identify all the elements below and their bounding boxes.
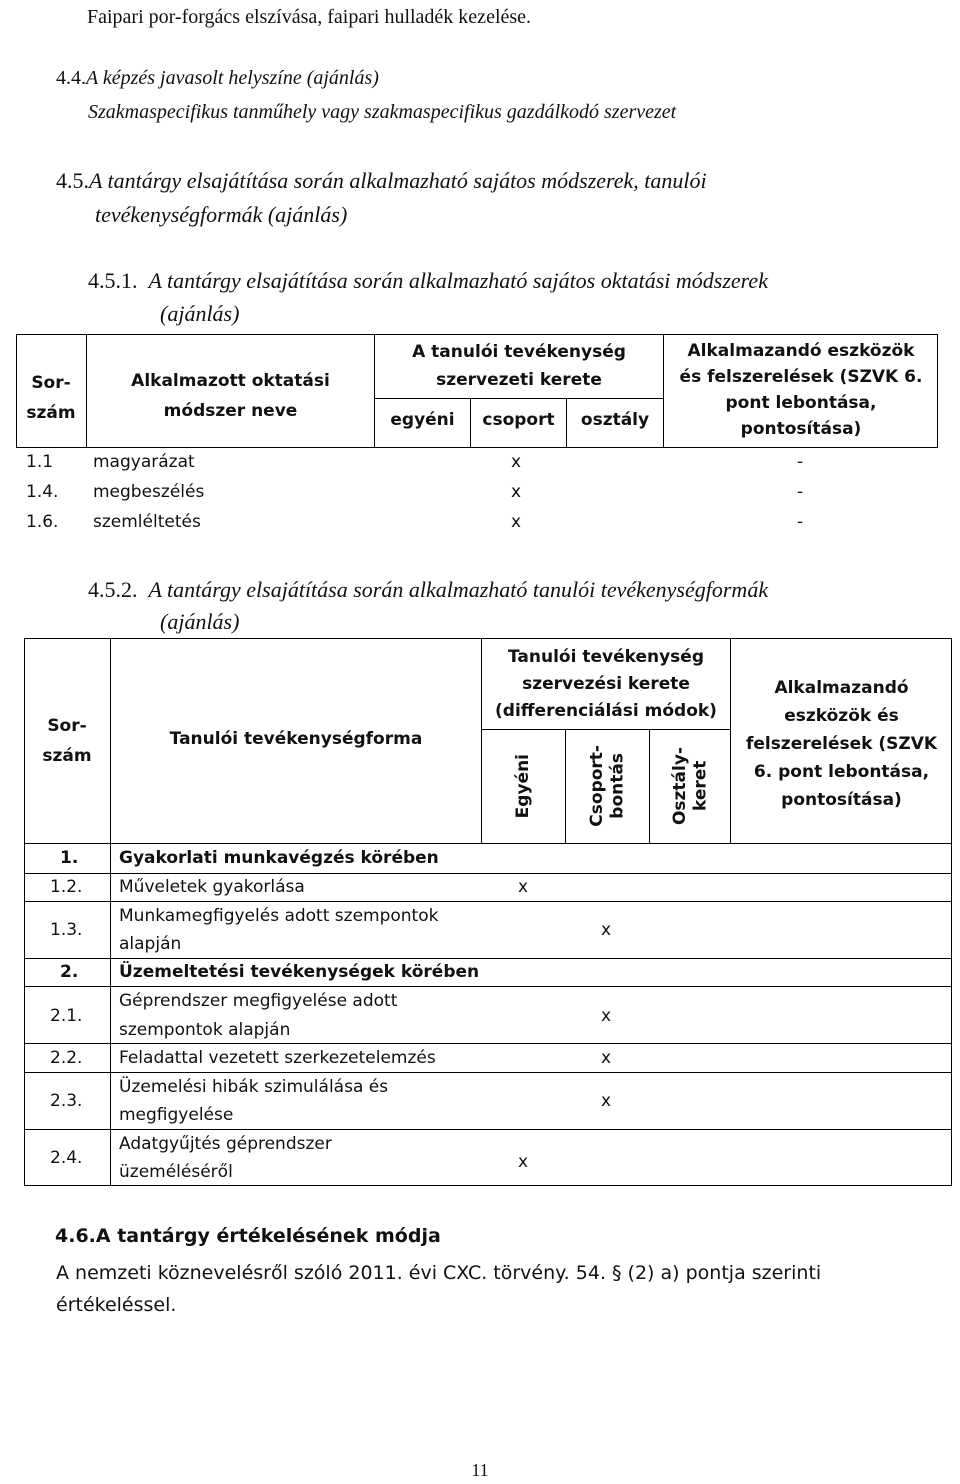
header-text: és felszerelések (SZVK 6. [679,367,923,387]
header-text: pont lebontása, [725,393,877,413]
row-method: szemléltetés [93,512,201,532]
header-text: szervezési kerete [522,674,690,694]
row-activity: Adatgyűjtés géprendszer [119,1134,332,1154]
header-text: szám [26,403,76,423]
row-number: 2.1. [50,1006,83,1026]
row-activity-line2: alapján [119,934,182,954]
row-tools: - [797,512,804,532]
section-title-line1: A tantárgy elsajátítása során alkalmazható sajátos módszerek, tanulói [89,168,707,193]
row-activity: Gyakorlati munkavégzés körében [119,848,439,868]
header-method [87,366,374,426]
row-mark-individual: x [518,1152,529,1172]
row-number: 1.6. [26,512,59,532]
section-4-5-2-heading [88,577,768,603]
header-text: Sor- [31,373,71,393]
header-tools [664,338,938,442]
header-text: felszerelések (SZVK [745,734,938,754]
section-4-6-body-line2: értékeléssel. [56,1294,177,1316]
divider [24,1129,952,1130]
header-line: Osztály- [669,746,690,826]
row-activity: Géprendszer megfigyelése adott [119,991,398,1011]
header-tools [731,674,952,814]
header-text: (differenciálási módok) [495,701,717,721]
header-text [587,745,628,827]
section-number: 4.5. [56,168,89,193]
row-mark-group: x [601,1048,612,1068]
section-title-line1: A tantárgy elsajátítása során alkalmazható sajátos oktatási módszerek [148,268,768,293]
header-text: Sor- [47,716,87,736]
header-individual [482,733,565,839]
row-number: 1.2. [50,877,83,897]
section-4-5-2-heading-line2: (ajánlás) [160,609,240,634]
header-org [375,338,663,394]
page-number: 11 [471,1460,489,1480]
row-method: megbeszélés [93,482,205,502]
header-text [670,747,711,825]
header-text: 6. pont lebontása, [753,762,930,782]
section-4-4-body: Szakmaspecifikus tanműhely vagy szakmaspecifikus gazdálkodó szervezet [88,101,677,123]
row-mark-group: x [601,1091,612,1111]
section-4-5-heading [56,168,707,194]
header-group [566,733,649,839]
header-sorszam [16,368,86,428]
row-activity: Üzemeltetési tevékenységek körében [119,962,480,982]
table-row [26,452,53,472]
intro-line: Faipari por-forgács elszívása, faipari hulladék kezelése. [87,6,532,28]
row-activity: Üzemelési hibák szimulálása és [119,1077,389,1097]
header-line: Csoport- [587,745,608,827]
header-class [650,733,730,839]
divider [24,1043,952,1044]
section-title: A képzés javasolt helyszíne (ajánlás) [86,67,379,89]
divider [110,638,111,1186]
header-text: Alkalmazandó [774,678,909,698]
header-text: Alkalmazott oktatási [131,371,330,391]
section-number: 4.5.1. [88,268,138,293]
row-mark-group: x [601,1006,612,1026]
row-number: 1.1 [26,452,54,472]
header-text: pontosítása) [740,419,862,439]
row-number: 1. [60,848,79,868]
section-4-4-heading [56,67,379,90]
row-mark-group: x [601,920,612,940]
header-line: keret [690,760,710,812]
header-text: Tanulói tevékenység [508,647,704,667]
section-number: 4.4. [56,67,86,89]
section-4-5-1-heading-line2: (ajánlás) [160,301,240,326]
row-tools: - [797,482,804,502]
row-tools: - [797,452,804,472]
header-individual: egyéni [390,410,455,430]
header-text: eszközök és [784,706,899,726]
row-method: magyarázat [93,452,195,472]
divider [481,729,730,730]
row-activity-line2: szempontok alapján [119,1020,291,1040]
row-number: 2.4. [50,1148,83,1168]
header-text: szám [42,746,92,766]
section-4-6-body-line1: A nemzeti köznevelésről szóló 2011. évi CXC. törvény. 54. § (2) a) pontja szerinti [56,1262,822,1284]
divider [24,843,952,844]
divider [374,398,663,399]
row-activity: Munkamegfigyelés adott szempontok [119,906,439,926]
header-group: csoport [482,410,555,430]
row-activity-line2: üzeméléséről [119,1162,233,1182]
section-title: A tantárgy értékelésének módja [95,1225,441,1247]
header-line: bontás [607,753,628,819]
row-activity: Feladattal vezetett szerkezetelemzés [119,1048,436,1068]
section-number: 4.5.2. [88,577,138,602]
divider [24,986,952,987]
row-mark: x [511,512,522,532]
section-number: 4.6. [55,1225,96,1247]
section-4-6-heading [55,1225,441,1247]
header-sorszam [24,711,110,771]
section-4-5-heading-line2: tevékenységformák (ajánlás) [95,202,348,227]
row-number: 2.3. [50,1091,83,1111]
header-text: Egyéni [513,753,534,819]
header-text: pontosítása) [781,790,902,810]
divider [24,901,952,902]
row-number: 2. [60,962,79,982]
row-mark-individual: x [518,877,529,897]
row-number: 2.2. [50,1048,83,1068]
section-title-line1: A tantárgy elsajátítása során alkalmazható tanulói tevékenységformák [148,577,769,602]
header-form: Tanulói tevékenységforma [169,729,423,749]
row-activity-line2: megfigyelése [119,1105,234,1125]
row-number: 1.4. [26,482,59,502]
row-mark: x [511,452,522,472]
header-text: módszer neve [163,401,298,421]
header-text: Alkalmazandó eszközök [687,341,915,361]
divider [24,958,952,959]
row-mark: x [511,482,522,502]
divider [24,1072,952,1073]
section-4-5-1-heading [88,268,768,294]
header-text: A tanulói tevékenység [412,342,626,362]
header-class: osztály [580,410,650,430]
header-text: szervezeti kerete [436,370,602,390]
row-number: 1.3. [50,920,83,940]
row-activity: Műveletek gyakorlása [119,877,305,897]
divider [24,873,952,874]
header-org [482,644,730,725]
